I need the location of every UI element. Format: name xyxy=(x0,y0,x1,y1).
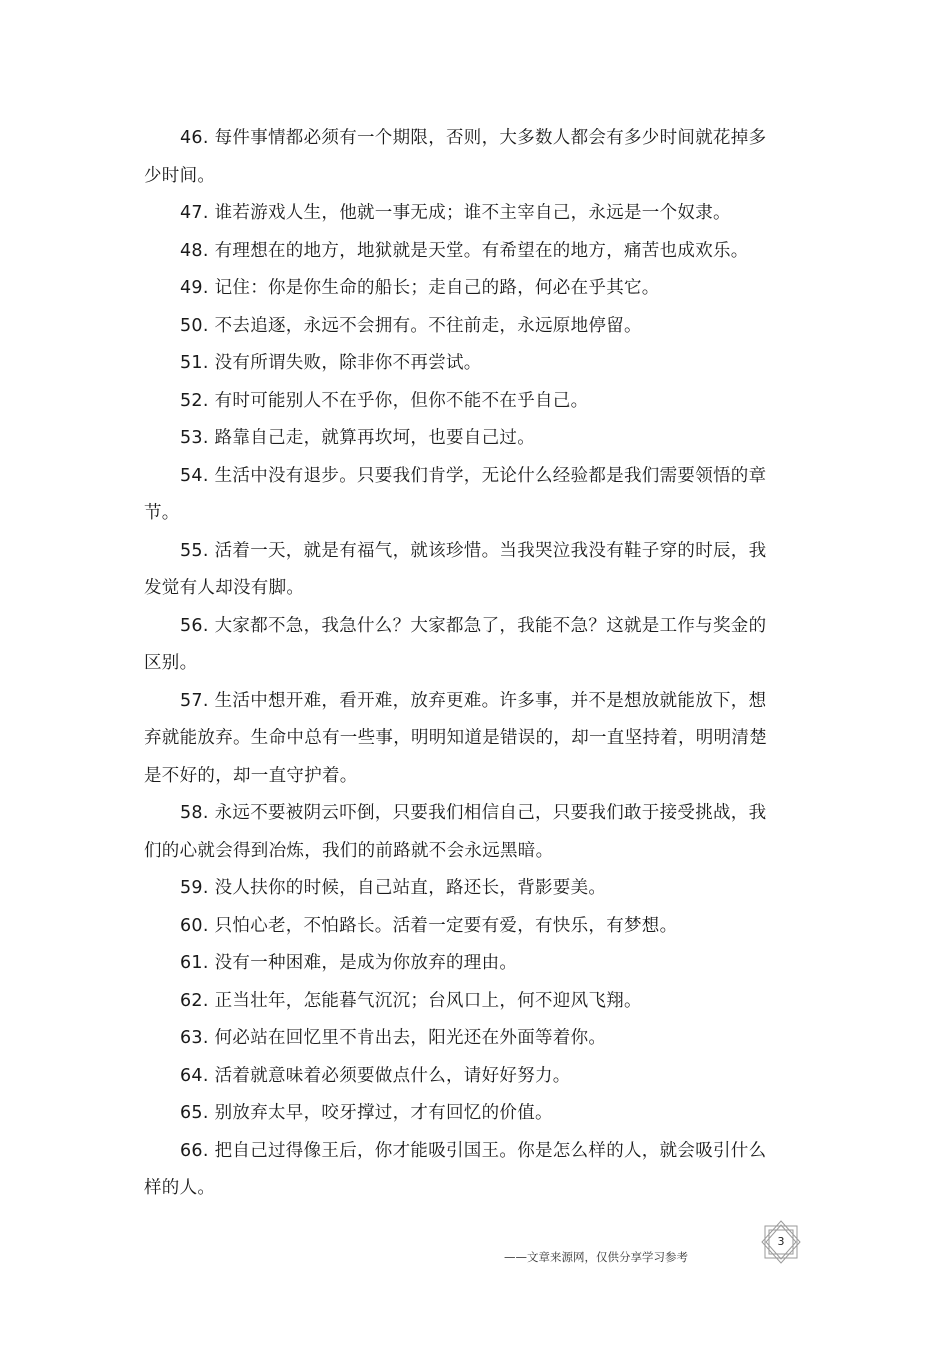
paragraph-64: 64. 活着就意味着必须要做点什么，请好好努力。 xyxy=(180,1065,571,1086)
paragraph-48: 48. 有理想在的地方，地狱就是天堂。有希望在的地方，痛苦也成欢乐。 xyxy=(180,240,749,261)
paragraph-47: 47. 谁若游戏人生，他就一事无成；谁不主宰自己，永远是一个奴隶。 xyxy=(180,203,731,223)
paragraph-59: 59. 没人扶你的时候，自己站直，路还长，背影要美。 xyxy=(180,878,607,898)
paragraph-56: 56. 大家都不急，我急什么？大家都急了，我能不急？这就是工作与奖金的区别。 xyxy=(144,615,767,673)
paragraph-53: 53. 路靠自己走，就算再坎坷，也要自己过。 xyxy=(180,428,535,448)
page-number: 3 xyxy=(777,1235,785,1248)
paragraph-46: 46. 每件事情都必须有一个期限，否则，大多数人都会有多少时间就花掉多少时间。 xyxy=(144,128,767,186)
paragraph-51: 51. 没有所谓失败，除非你不再尝试。 xyxy=(180,353,482,373)
footer-source-note: ——文章来源网，仅供分享学习参考 xyxy=(504,1250,688,1264)
paragraph-66: 66. 把自己过得像王后，你才能吸引国王。你是怎么样的人，就会吸引什么样的人。 xyxy=(144,1140,767,1198)
paragraph-63: 63. 何必站在回忆里不肯出去，阳光还在外面等着你。 xyxy=(180,1028,607,1048)
paragraph-61: 61. 没有一种困难，是成为你放弃的理由。 xyxy=(180,953,518,973)
paragraph-65: 65. 别放弃太早，咬牙撑过，才有回忆的价值。 xyxy=(180,1103,553,1123)
paragraph-52: 52. 有时可能别人不在乎你，但你不能不在乎自己。 xyxy=(180,390,589,411)
paragraph-55: 55. 活着一天，就是有福气，就该珍惜。当我哭泣我没有鞋子穿的时辰，我发觉有人却没有脚。 xyxy=(144,540,767,598)
paragraph-57: 57. 生活中想开难，看开难，放弃更难。许多事，并不是想放就能放下，想弃就能放弃。生命中总有一些事，明明知道是错误的，却一直坚持着，明明清楚是不好的，却一直守护着。 xyxy=(144,690,767,786)
paragraph-49: 49. 记住：你是你生命的船长；走自己的路，何必在乎其它。 xyxy=(180,278,660,298)
paragraph-62: 62. 正当壮年，怎能暮气沉沉；台风口上，何不迎风飞翔。 xyxy=(180,990,642,1011)
paragraph-50: 50. 不去追逐，永远不会拥有。不往前走，永远原地停留。 xyxy=(180,315,642,336)
paragraph-54: 54. 生活中没有退步。只要我们肯学，无论什么经验都是我们需要领悟的章节。 xyxy=(144,465,767,523)
paragraph-60: 60. 只怕心老，不怕路长。活着一定要有爱，有快乐，有梦想。 xyxy=(180,915,678,936)
body-text xyxy=(144,120,774,1208)
page-number-badge xyxy=(756,1220,806,1264)
paragraph-58: 58. 永远不要被阴云吓倒，只要我们相信自己，只要我们敢于接受挑战，我们的心就会得到冶炼，我们的前路就不会永远黑暗。 xyxy=(144,803,767,861)
